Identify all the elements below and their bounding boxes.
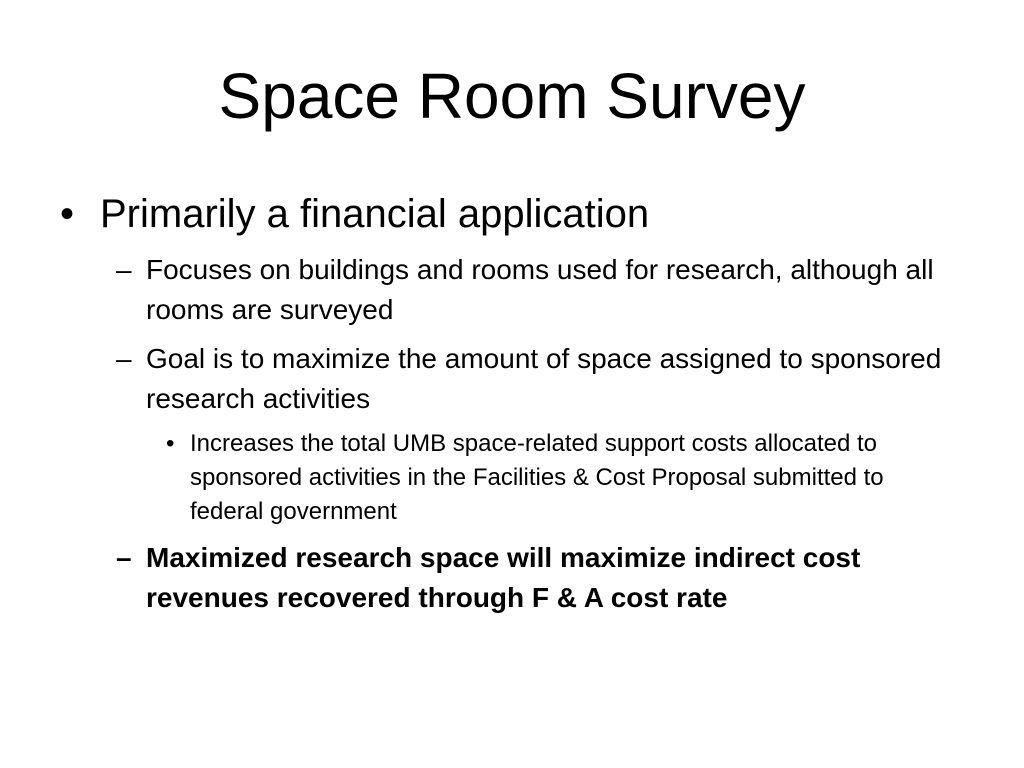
dash-marker: – [116, 542, 132, 573]
bullet-primarily-financial [60, 191, 960, 237]
sub-sub-bullet-increases-costs [166, 427, 906, 529]
sub-bullet-text: Focuses on buildings and rooms used for research, although all rooms are surveyed [146, 254, 934, 325]
sub-sub-bullet-text: Increases the total UMB space-related support costs allocated to sponsored activities in the Facilities & Cost Proposal submitted to federal government [190, 430, 884, 525]
bullet-marker: • [60, 192, 75, 236]
sub-bullet-maximized-research [116, 538, 956, 618]
sub-bullet-focuses-buildings [116, 250, 956, 330]
sub-bullet-text: Goal is to maximize the amount of space assigned to sponsored research activities [146, 343, 942, 414]
bullet-text: Primarily a financial application [100, 192, 650, 236]
sub-bullet-text: Maximized research space will maximize indirect cost revenues recovered through F & A cost rate [146, 542, 861, 613]
dash-marker: – [116, 343, 132, 374]
slide-title: Space Room Survey [218, 60, 806, 132]
dash-marker: – [116, 254, 132, 285]
bullet-marker: • [166, 430, 175, 457]
sub-bullet-goal-maximize [116, 339, 956, 419]
